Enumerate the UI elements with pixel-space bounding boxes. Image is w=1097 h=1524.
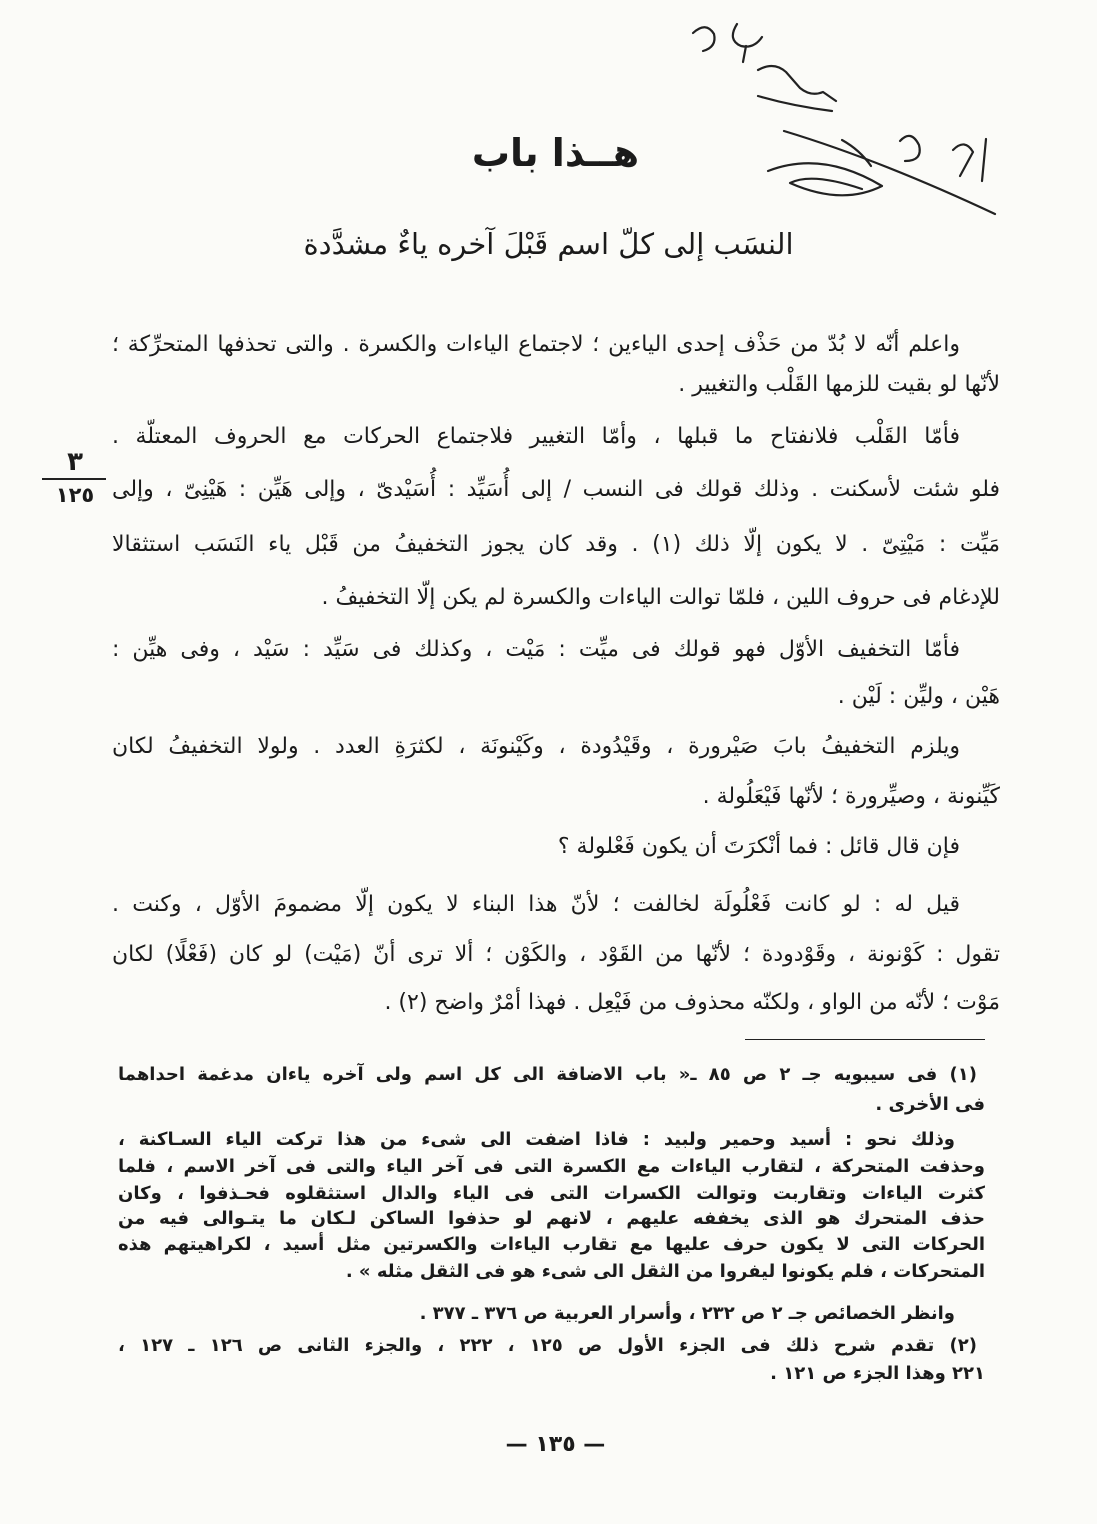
footnote-line: وذلك نحو : أسيد وحمير ولبيد : فاذا اضفت الى شىء من هذا تركت الياء السـاكنة ، — [118, 1129, 955, 1150]
margin-section-number: ٣ — [67, 447, 83, 477]
body-line: للإدغام فى حروف اللين ، فلمّا توالت الياءات والكسرة لم يكن إلّا التخفيفُ . — [321, 585, 1000, 610]
footnote-line: ٢٢١ وهذا الجزء ص ١٢١ . — [770, 1363, 985, 1384]
footnote-line: (٢) تقدم شرح ذلك فى الجزء الأول ص ١٢٥ ، ٢٢٢ ، والجزء الثانى ص ١٢٦ ـ ١٢٧ ، — [118, 1335, 978, 1356]
footnote-line: (١) فى سيبويه جـ ٢ ص ٨٥ ـ« باب الاضافة الى كل اسم ولى آخره ياءان مدغمة احداهما — [118, 1064, 977, 1085]
footnote-line: حذف المتحرك هو الذى يخففه عليهم ، لانهم لو حذفوا الساكن لـكان ما يتـوالى فيه من — [118, 1208, 985, 1229]
body-line: كَيِّنونة ، وصيِّرورة ؛ لأنّها فَيْعَلُولة . — [702, 784, 1000, 809]
body-line: تقول : كَوْنونة ، وقَوْدودة ؛ لأنّها من القَوْد ، والكَوْن ؛ ألا ترى أنّ (مَيْت) لو كان (فَعْلًا) لكان — [112, 942, 1000, 967]
page-number: — ١٣٥ — — [505, 1432, 606, 1457]
footnote-line: المتحركات ، فلم يكونوا ليفروا من الثقل الى شىء هو فى الثقل مثله » . — [345, 1261, 985, 1282]
footnote-line: فى الأخرى . — [875, 1094, 985, 1115]
body-line: فأمّا التخفيف الأوّل فهو قولك فى ميِّت : مَيْت ، وكذلك فى سَيِّد : سَيْد ، وفى هيِّن : — [112, 637, 960, 662]
body-line: فلو شئت لأسكنت . وذلك قولك فى النسب / إلى أُسَيِّد : أُسَيْدىّ ، وإلى هَيِّن : هَيْنِىّ ، وإلى — [112, 477, 1000, 502]
handwritten-annotation — [0, 0, 1097, 230]
body-line: فأمّا القَلْب فلانفتاح ما قبلها ، وأمّا التغيير فلاجتماع الحركات مع الحروف المعتلّة . — [112, 424, 960, 449]
body-line: مَوْت ؛ لأنّه من الواو ، ولكنّه محذوف من فَيْعِل . فهذا أمْرٌ واضح (٢) . — [384, 990, 1000, 1015]
footnote-separator — [745, 1039, 985, 1040]
chapter-subtitle: النسَب إلى كلّ اسم قَبْلَ آخره ياءٌ مشدَّدة — [303, 227, 794, 261]
body-line: مَيِّت : مَيْتِىّ . لا يكون إلّا ذلك (١) . وقد كان يجوز التخفيفُ من قَبْل ياء النَسَب استثقالا — [112, 532, 1000, 557]
body-line: فإن قال قائل : فما أنْكرَتَ أن يكون فَعْلولة ؟ — [557, 834, 960, 859]
footnote-line: الحركات التى لا يكون حرف عليها مع تقارب الياءات والكسرتين مثل أسيد ، لكراهيتهم هذه — [118, 1234, 985, 1255]
body-line: هَيْن ، وليِّن : لَيْن . — [837, 684, 1000, 709]
margin-page-reference: ١٢٥ — [55, 483, 95, 507]
body-line: ويلزم التخفيفُ بابَ صَيْرورة ، وقَيْدُودة ، وكَيْنونَة ، لكثرَةِ العدد . ولولا التخفيفُ لكان — [112, 734, 960, 759]
footnote-line: كثرت الياءات وتقاربت وتوالت الكسرات التى فى الياء والدال استثقلوه فحـذفوا ، وكان — [118, 1183, 985, 1204]
body-line: واعلم أنّه لا بُدّ من حَذْف إحدى الياءين ؛ لاجتماع الياءات والكسرة . والتى تحذفها المتحرِّكة ؛ — [112, 332, 960, 357]
body-line: قيل له : لو كانت فَعْلُولَة لخالفت ؛ لأنّ هذا البناء لا يكون إلّا مضمومَ الأوّل ، وكنت . — [112, 892, 960, 917]
footnote-line: وحذفت المتحركة ، لتقارب الياءات مع الكسرة التى فى آخر الياء والتى فى آخر الاسم ، فلما — [118, 1156, 985, 1177]
chapter-title: هــذا باب — [471, 131, 640, 175]
footnote-line: وانظر الخصائص جـ ٢ ص ٢٣٢ ، وأسرار العربية ص ٣٧٦ ـ ٣٧٧ . — [419, 1303, 955, 1324]
body-line: لأنّها لو بقيت للزمها القَلْب والتغيير . — [678, 372, 1000, 397]
margin-note-divider — [42, 478, 106, 480]
